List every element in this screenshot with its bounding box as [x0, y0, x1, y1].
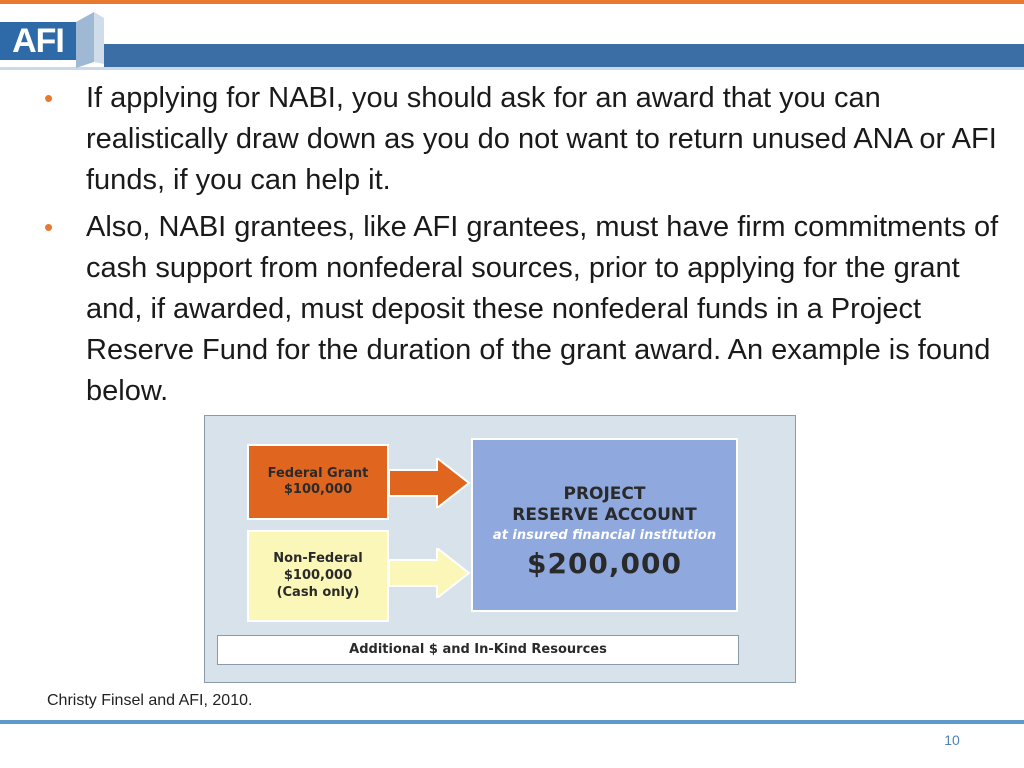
- bullet-text: If applying for NABI, you should ask for an award that you can realistically draw down as you do not want to return unused ANA or AFI funds, if you can help it.: [86, 82, 997, 196]
- non-federal-arrow-icon: [389, 548, 471, 598]
- bullet-text: Also, NABI grantees, like AFI grantees, must have firm commitments of cash support from nonfederal sources, prior to applying for the grant and, if awarded, must deposit these nonfederal funds in a Project Reserve Fund for the duration of the grant award. An example is found below.: [86, 211, 999, 407]
- bullet-item: [44, 78, 1004, 201]
- non-federal-amount: $100,000: [283, 568, 353, 583]
- federal-grant-box: [247, 444, 389, 520]
- caption: Christy Finsel and AFI, 2010.: [47, 692, 253, 709]
- logo-text: AFI: [0, 22, 76, 60]
- afi-logo: [0, 8, 108, 70]
- bullet-item: [44, 207, 1004, 412]
- footer-line: [0, 720, 1024, 724]
- bullet-dot-icon: •: [44, 212, 54, 242]
- additional-resources-box: Additional $ and In-Kind Resources: [217, 635, 739, 665]
- page-number: 10: [944, 732, 960, 748]
- non-federal-box: [247, 530, 389, 622]
- header-shadow: [0, 67, 1024, 70]
- reserve-amount: $200,000: [526, 547, 682, 580]
- logo-book-icon: [76, 12, 108, 68]
- reserve-title-line2: RESERVE ACCOUNT: [512, 505, 697, 525]
- bullet-list: [44, 78, 1004, 418]
- non-federal-label: Non-Federal: [273, 551, 363, 566]
- bullet-dot-icon: •: [44, 83, 54, 113]
- reserve-fund-diagram: [204, 415, 796, 683]
- federal-grant-label: Federal Grant: [267, 466, 369, 481]
- reserve-subtitle: at insured financial institution: [492, 528, 717, 543]
- header-blue-band: [104, 44, 1024, 67]
- reserve-title-line1: PROJECT: [563, 484, 646, 504]
- non-federal-note: (Cash only): [276, 585, 360, 600]
- federal-arrow-icon: [389, 458, 471, 508]
- project-reserve-account-box: [471, 438, 738, 612]
- federal-grant-amount: $100,000: [283, 482, 353, 497]
